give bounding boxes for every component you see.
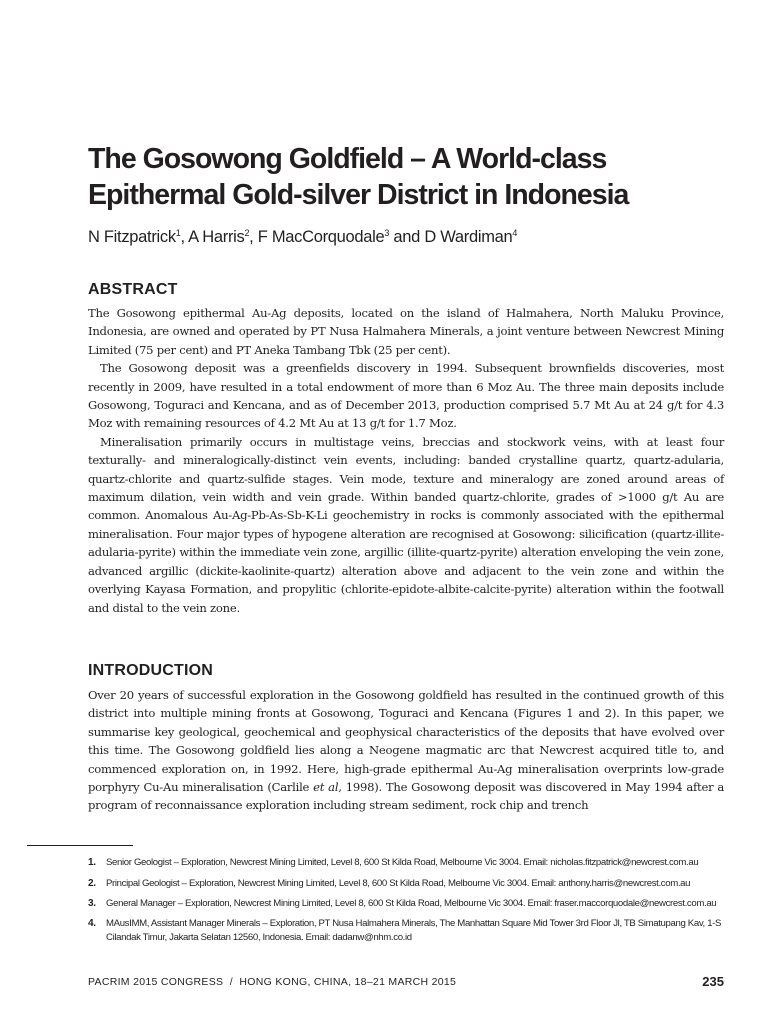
page-number: 235 [702,974,724,989]
paper-title [88,141,728,213]
footnote-text: Senior Geologist – Exploration, Newcrest Mining Limited, Level 8, 600 St Kilda Road, Melbourne Vic 3004. Email: nicholas.fitzpatrick@newcrest.com.au [106,857,699,868]
footnote-4 [88,917,728,945]
abstract-paragraph: Mineralisation primarily occurs in multistage veins, breccias and stockwork veins, with at least four texturally- and mineralogically-distinct vein events, including: banded crystalline quartz, quartz-adularia, quartz-chlorite and quartz-sulfide stages. Vein mode, texture and mineralogy are zoned around areas of maximum dilation, vein width and vein grade. Within banded quartz-chlorite, grades of >1000 g/t Au are common. Anomalous Au-Ag-Pb-As-Sb-K-Li geochemistry in rocks is commonly associated with the epithermal mineralisation. Four major types of hypogene alteration are recognised at Gosowong: silicification (quartz-illite-adularia-pyrite) within the immediate vein zone, argillic (illite-quartz-pyrite) alteration enveloping the vein zone, advanced argillic (dickite-kaolinite-quartz) alteration above and adjacent to the vein zone and within the overlying Kayasa Formation, and propylitic (chlorite-epidote-albite-calcite-pyrite) alteration within the footwall and distal to the vein zone. [88,434,724,615]
footnote-divider [27,845,133,846]
footnote-text: MAusIMM, Assistant Manager Minerals – Exploration, PT Nusa Halmahera Minerals, The Manhattan Square Mid Tower 3rd Floor Jl, TB Simatupang Kav, 1-S Cilandak Timur, Jakarta Selatan 12560, Indonesia. Email: dadanw@nhm.co.id [106,918,722,943]
author-name: D Wardiman [424,228,513,246]
author-name: F MacCorquodale [257,228,385,246]
title-line-2: Epithermal Gold-silver District in Indonesia [88,179,629,211]
author-name: A Harris [188,228,245,246]
author-list: N Fitzpatrick$^1$, A Harris$^2$, F MacCorquodale$^3$ and D Wardiman$^4$ [88,228,518,246]
author-name: N Fitzpatrick [88,228,176,246]
introduction-body [88,686,724,815]
running-footer: PACRIM 2015 CONGRESS / HONG KONG, CHINA, 18–21 MARCH 2015 [88,976,457,988]
footnote-text: General Manager – Exploration, Newcrest Mining Limited, Level 8, 600 St Kilda Road, Melbourne Vic 3004. Email: fraser.maccorquodale@newcrest.com.au [106,898,717,909]
abstract-paragraph: The Gosowong epithermal Au-Ag deposits, located on the island of Halmahera, North Maluku Province, Indonesia, are owned and operated by PT Nusa Halmahera Minerals, a joint venture between Newcrest Mining Limited (75 per cent) and PT Aneka Tambang Tbk (25 per cent). [88,306,724,357]
footnote-number: 1. [88,857,96,868]
footnote-number: 2. [88,878,96,889]
title-line-1: The Gosowong Goldfield – A World-class [88,143,607,175]
footnote-3 [88,897,728,911]
abstract-body [88,304,724,617]
author-affiliation-mark: 2 [244,228,250,238]
footnote-text: Principal Geologist – Exploration, Newcrest Mining Limited, Level 8, 600 St Kilda Road, Melbourne Vic 3004. Email: anthony.harris@newcrest.com.au [106,878,691,889]
abstract-heading: ABSTRACT [88,281,178,298]
introduction-heading: INTRODUCTION [88,662,214,679]
footnote-2 [88,877,728,891]
author-affiliation-mark: 1 [175,228,181,238]
author-affiliation-mark: 4 [512,228,518,238]
citation-italic: et al [313,780,339,795]
footnote-number: 4. [88,918,96,929]
footnote-number: 3. [88,898,96,909]
introduction-paragraph: Over 20 years of successful exploration in the Gosowong goldfield has resulted in the continued growth of this district into multiple mining fronts at Gosowong, Toguraci and Kencana (Figures 1 and 2). In this paper, we summarise key geological, geochemical and geophysical characteristics of the deposits that have evolved over this time. The Gosowong goldfield lies along a Neogene magmatic arc that Newcrest acquired title to, and commenced exploration on, in 1992. Here, high-grade epithermal Au-Ag mineralisation overprints low-grade porphyry Cu-Au mineralisation (Carlile et al, 1998). The Gosowong deposit was discovered in May 1994 after a program of reconnaissance exploration including stream sediment, rock chip and trench [88,688,725,813]
footnote-1 [88,856,728,870]
author-affiliation-mark: 3 [384,228,390,238]
abstract-paragraph: The Gosowong deposit was a greenfields discovery in 1994. Subsequent brownfields discoveries, most recently in 2009, have resulted in a total endowment of more than 6 Moz Au. The three main deposits include Gosowong, Toguraci and Kencana, and as of December 2013, production comprised 5.7 Mt Au at 24 g/t for 4.3 Moz with remaining resources of 4.2 Mt Au at 13 g/t for 1.7 Moz. [88,361,724,431]
